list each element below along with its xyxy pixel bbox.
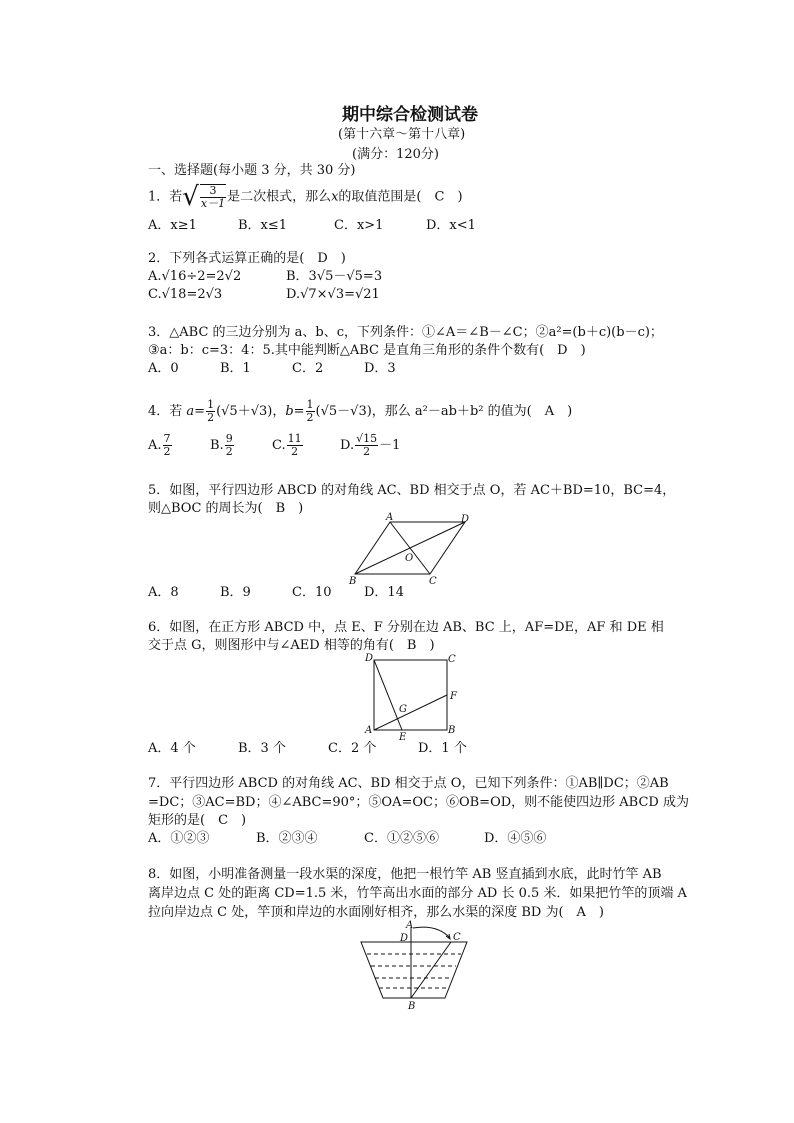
q3-options bbox=[148, 361, 396, 377]
q2-stem: 2．下列各式运算正确的是( D ) bbox=[148, 251, 346, 266]
q4-half-b: $\frac{1}{2}$ bbox=[306, 398, 314, 424]
q4-option-d[interactable]: D. $\frac{√15}{2}$ －1 bbox=[340, 432, 401, 458]
q3-option-b[interactable]: B．1 bbox=[220, 361, 251, 376]
radical-sign: √ bbox=[182, 182, 199, 212]
q3-option-c[interactable]: C．2 bbox=[292, 361, 324, 376]
q6-line2: 交于点 G，则图形中与∠AED 相等的角有( B ) bbox=[148, 638, 435, 653]
q5-options bbox=[148, 585, 404, 601]
label-c: C bbox=[429, 576, 437, 587]
section-heading: 一、选择题(每小题 3 分，共 30 分) bbox=[148, 163, 356, 178]
q4-options bbox=[148, 430, 400, 462]
q4-stem: 4．若 a= $\frac{1}{2}$ (√5＋√3)，b= $\frac{1}{2}$ (√5－√3)，那么 a²－ab＋b² 的值为( A ) bbox=[148, 398, 573, 424]
parallelogram-figure bbox=[345, 512, 480, 587]
q6-option-a[interactable]: A．4 个 bbox=[148, 741, 196, 756]
label-c: C bbox=[453, 932, 461, 943]
q2-option-c[interactable]: C.√18=2√3 bbox=[148, 287, 223, 302]
label-a: A bbox=[365, 725, 373, 736]
q7-option-b[interactable]: B．②③④ bbox=[256, 831, 318, 846]
q5-option-b[interactable]: B．9 bbox=[220, 585, 251, 600]
label-d: D bbox=[400, 933, 409, 944]
q7-option-d[interactable]: D．④⑤⑥ bbox=[484, 831, 547, 846]
q5-line2: 则△BOC 的周长为( B ) bbox=[148, 501, 304, 516]
label-b: B bbox=[448, 725, 456, 736]
label-g: G bbox=[399, 704, 407, 715]
q1-option-a[interactable]: A．x≥1 bbox=[148, 218, 197, 233]
segment-de bbox=[374, 660, 402, 730]
q1-option-d[interactable]: D．x<1 bbox=[426, 218, 476, 233]
q5-option-c[interactable]: C．10 bbox=[292, 585, 332, 600]
label-e: E bbox=[399, 732, 407, 742]
q1-options bbox=[148, 218, 476, 234]
q3-option-d[interactable]: D．3 bbox=[364, 361, 396, 376]
q4-half-a: $\frac{1}{2}$ bbox=[207, 398, 215, 424]
q5-option-d[interactable]: D．14 bbox=[364, 585, 404, 600]
q6-options bbox=[148, 741, 467, 757]
q7-line2: =DC；③AC=BD；④∠ABC=90°；⑤OA=OC；⑥OB=OD，则不能使四边形 ABCD 成为 bbox=[148, 795, 689, 810]
q3-line1: 3．△ABC 的三边分别为 a、b、c，下列条件：①∠A＝∠B－∠C；②a²=(b＋c)(b－c)； bbox=[148, 325, 663, 340]
q1-option-b[interactable]: B．x≤1 bbox=[238, 218, 288, 233]
full-score: (满分：120分) bbox=[352, 147, 439, 162]
q7-line3: 矩形的是( C ) bbox=[148, 813, 247, 828]
q3-line2: ③a：b：c=3：4：5.其中能判断△ABC 是直角三角形的条件个数有( D ) bbox=[148, 343, 586, 358]
q6-option-d[interactable]: D．1 个 bbox=[418, 741, 467, 756]
q2-option-b[interactable]: B．3√5－√5=3 bbox=[286, 269, 383, 284]
q5-line1: 5．如图，平行四边形 ABCD 的对角线 AC、BD 相交于点 O，若 AC＋BD=10，BC=4， bbox=[148, 483, 676, 498]
q7-option-c[interactable]: C．①②⑤⑥ bbox=[364, 831, 439, 846]
channel-figure bbox=[355, 916, 475, 1012]
channel-trapezoid bbox=[361, 942, 467, 998]
q6-option-c[interactable]: C．2 个 bbox=[328, 741, 377, 756]
diagonal-bd bbox=[355, 522, 465, 574]
page-title: 期中综合检测试卷 bbox=[342, 105, 478, 125]
label-b: B bbox=[349, 576, 357, 587]
square-abcd bbox=[374, 660, 447, 730]
q3-option-a[interactable]: A．0 bbox=[148, 361, 179, 376]
q8-line2: 离岸边点 C 处的距离 CD=1.5 米，竹竿高出水面的部分 AD 长 0.5 米．如果把竹竿的顶端 A bbox=[148, 886, 687, 901]
chapter-scope: (第十六章～第十八章) bbox=[338, 127, 466, 142]
q4-option-b[interactable]: B. $\frac{9}{2}$ bbox=[210, 432, 233, 458]
q5-option-a[interactable]: A．8 bbox=[148, 585, 179, 600]
label-c: C bbox=[448, 654, 456, 665]
label-a: A bbox=[386, 512, 394, 523]
label-f: F bbox=[450, 691, 457, 702]
q4-option-c[interactable]: C. $\frac{11}{2}$ bbox=[272, 432, 302, 458]
square-figure bbox=[362, 650, 464, 742]
q7-options bbox=[148, 831, 546, 847]
q6-line1: 6．如图，在正方形 ABCD 中，点 E、F 分别在边 AB、BC 上，AF=DE，AF 和 DE 相 bbox=[148, 620, 664, 635]
segment-af bbox=[374, 695, 447, 730]
q2-options-row1 bbox=[148, 269, 382, 285]
q2-option-a[interactable]: A.√16÷2=2√2 bbox=[148, 269, 242, 284]
q8-line3: 拉向岸边点 C 处，竿顶和岸边的水面刚好相齐，那么水渠的深度 BD 为( A ) bbox=[148, 905, 604, 920]
label-a: A bbox=[406, 920, 414, 931]
q4-option-a[interactable]: A. $\frac{7}{2}$ bbox=[148, 432, 171, 458]
label-o: O bbox=[405, 553, 414, 564]
q1-stem: 1．若√ $\frac{3}{x-1}$ 是二次根式，那么x的取值范围是( C ) bbox=[148, 182, 463, 212]
label-d: D bbox=[365, 653, 374, 664]
q1-fraction: $\frac{3}{x-1}$ bbox=[200, 184, 226, 210]
label-d: D bbox=[461, 514, 470, 525]
q2-option-d[interactable]: D.√7×√3=√21 bbox=[286, 287, 380, 302]
q7-line1: 7．平行四边形 ABCD 的对角线 AC、BD 相交于点 O，已知下列条件：①AB∥DC；②AB bbox=[148, 776, 669, 791]
q7-option-a[interactable]: A．①②③ bbox=[148, 831, 210, 846]
q6-option-b[interactable]: B．3 个 bbox=[238, 741, 286, 756]
q1-option-c[interactable]: C．x>1 bbox=[334, 218, 384, 233]
segment-bc bbox=[411, 942, 451, 998]
q8-line1: 8．如图，小明准备测量一段水渠的深度，他把一根竹竿 AB 竖直插到水底，此时竹竿 AB bbox=[148, 867, 662, 882]
q2-options-row2 bbox=[148, 287, 380, 303]
arc-a-to-c bbox=[413, 927, 450, 938]
label-b: B bbox=[408, 1001, 416, 1012]
